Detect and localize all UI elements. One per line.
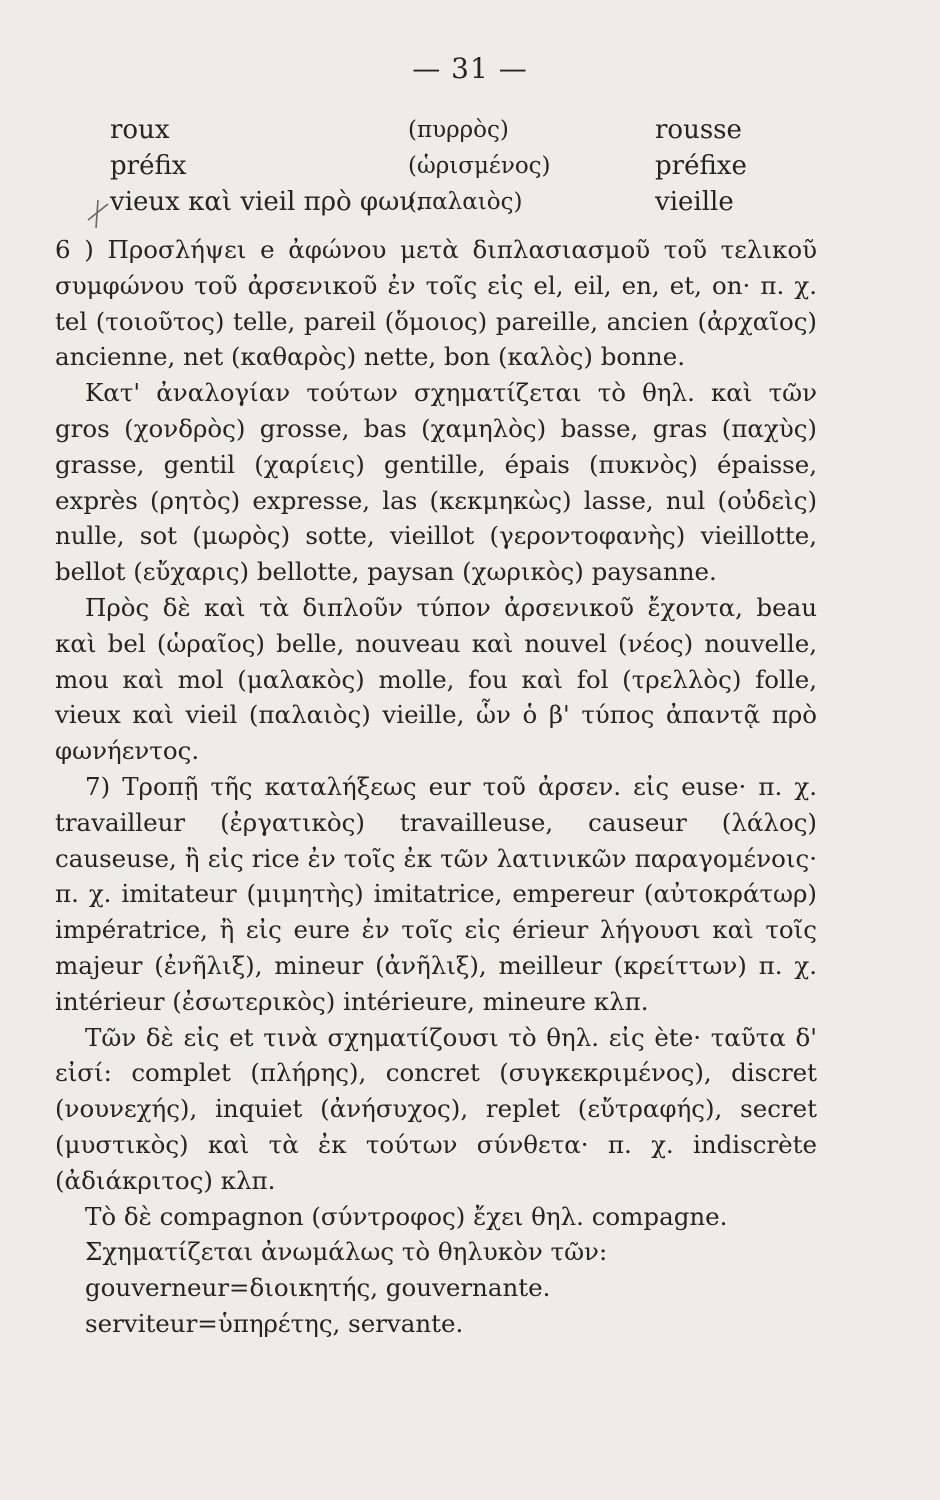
greek-gloss: (ὡρισμένος) [408, 153, 551, 179]
greek-gloss: (πυρρὸς) [408, 117, 509, 143]
paragraph-rule-6: 6 ) Προσλήψει e ἀφώνου μετὰ διπλασιασμοῦ τοῦ τελικοῦ συμφώνου τοῦ ἀρσενικοῦ ἐν τοῖς εἰς el, eil, en, et, on· π. χ. tel (τοιοῦτος) telle, pareil (ὅμοιος) pareille, ancien (ἀρχαῖος) ancienne, net (καθαρὸς) nette, bon (καλὸς) bonne. [55, 235, 817, 372]
masculine-form: roux [110, 115, 170, 145]
gender-pair-row [0, 184, 940, 220]
paragraph-rule-7: 7) Τροπῇ τῆς καταλήξεως eur τοῦ ἀρσεν. εἰς euse· π. χ. travailleur (ἐργατικὸς) travailleuse, causeur (λάλος) causeuse, ἢ εἰς rice ἐν τοῖς ἐκ τῶν λατινικῶν παραγομένοις· π. χ. imitateur (μιμητὴς) imitatrice, empereur (αὐτοκράτωρ) impératrice, ἢ εἰς eure ἐν τοῖς εἰς érieur λήγουσι καὶ τοῖς majeur (ἐνῆλιξ), mineur (ἀνῆλιξ), meilleur (κρείττων) π. χ. intérieur (ἐσωτερικὸς) intérieure, mineure κλπ. [55, 771, 817, 1016]
paragraph-double-form: Πρὸς δὲ καὶ τὰ διπλοῦν τύπον ἀρσενικοῦ ἔχοντα, beau καὶ bel (ὡραῖος) belle, nouveau καὶ nouvel (νέος) nouvelle, mou καὶ mol (μαλακὸς) molle, fou καὶ fol (τρελλὸς) folle, vieux καὶ vieil (παλαιὸς) vieille, ὧν ὁ β' τύπος ἀπαντᾷ πρὸ φωνήεντος. [55, 592, 817, 766]
feminine-form: rousse [655, 115, 742, 145]
gender-pair-row [0, 148, 940, 184]
paragraph-et-ete: Τῶν δὲ εἰς et τινὰ σχηματίζουσι τὸ θηλ. εἰς ète· ταῦτα δ' εἰσί: complet (πλήρης), concret (συγκεκριμένος), discret (νουνεχής), inquiet (ἀνήσυχος), replet (εὔτραφής), secret (μυστικὸς) καὶ τὰ ἐκ τούτων σύνθετα· π. χ. indiscrète (ἀδιάκριτος) κλπ. [55, 1022, 817, 1195]
irregular-item-serviteur: serviteur=ὑπηρέτης, servante. [85, 1308, 464, 1338]
masculine-form: vieux καὶ vieil πρὸ φων. [110, 187, 424, 217]
irregular-item-gouverneur: gouverneur=διοικητής, gouvernante. [85, 1273, 551, 1303]
greek-gloss: (παλαιὸς) [408, 189, 523, 215]
page-number: — 31 — [412, 52, 528, 85]
gender-pair-row [0, 112, 940, 148]
paragraph-compagnon: Τὸ δὲ compagnon (σύντροφος) ἔχει θηλ. compagne. [85, 1201, 728, 1231]
feminine-form: vieille [655, 187, 734, 217]
gender-pair-list [0, 112, 940, 220]
body-text [55, 232, 817, 1342]
paragraph-analogy: Κατ' ἀναλογίαν τούτων σχηματίζεται τὸ θηλ. καὶ τῶν gros (χονδρὸς) grosse, bas (χαμηλὸς) basse, gras (παχὺς) grasse, gentil (χαρίεις) gentille, épais (πυκνὸς) épaisse, exprès (ρητὸς) expresse, las (κεκμηκὼς) lasse, nul (οὐδεὶς) nulle, sot (μωρὸς) sotte, vieillot (γεροντοφανὴς) vieillotte, bellot (εὔχαρις) bellotte, paysan (χωρικὸς) paysanne. [55, 378, 817, 587]
feminine-form: préfixe [655, 151, 747, 181]
paragraph-irregular: Σχηματίζεται ἀνωμάλως τὸ θηλυκὸν τῶν: [85, 1237, 608, 1267]
masculine-form: préfix [110, 151, 187, 181]
